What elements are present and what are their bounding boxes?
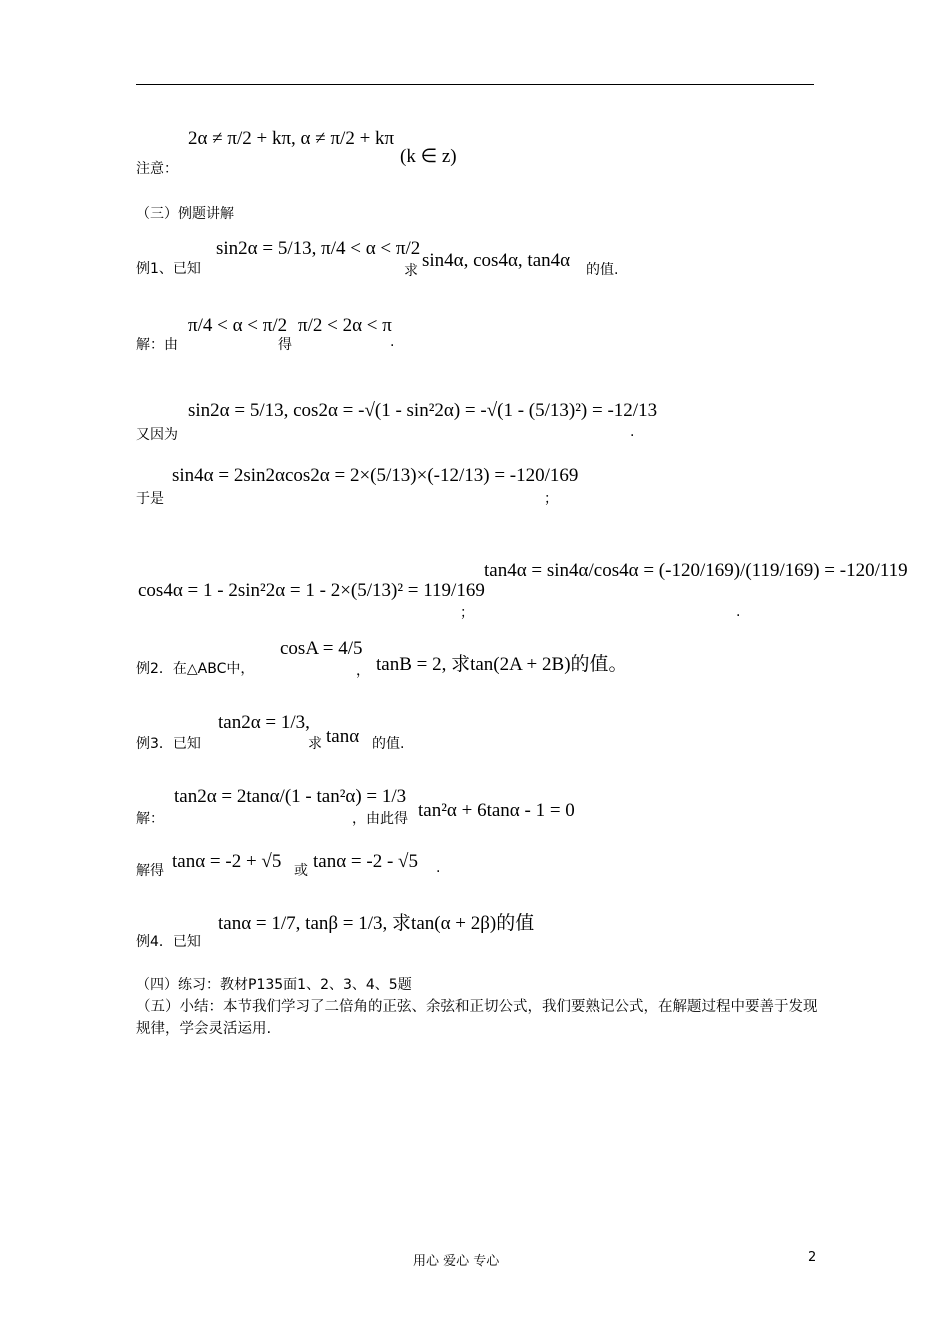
- because-formula: sin2α = 5/13, cos2α = -√(1 - sin²2α) = -√(1 - (5/13)²) = -12/13: [188, 400, 658, 421]
- because-label: 又因为: [136, 427, 178, 443]
- sol1-range2: π/2 < 2α < π: [298, 315, 392, 336]
- ex1-ask: sin4α, cos4α, tan4α: [422, 250, 571, 271]
- sol1-label: 解：由: [136, 337, 178, 353]
- cos4a-formula: cos4α = 1 - 2sin²2α = 1 - 2×(5/13)² = 119/169: [138, 580, 485, 601]
- ex4-formula: tanα = 1/7, tanβ = 1/3, 求tan(α + 2β)的值: [218, 913, 535, 934]
- so-formula: sin4α = 2sin2αcos2α = 2×(5/13)×(-12/13) = -120/169: [172, 465, 579, 486]
- ex2-rest: tanB = 2, 求tan(2A + 2B)的值。: [376, 654, 628, 675]
- ex3-given: tan2α = 1/3,: [218, 712, 310, 733]
- ex4-label: 例4．已知: [136, 934, 201, 950]
- ex2-given: cosA = 4/5: [280, 638, 363, 659]
- sol1-de: 得: [278, 337, 292, 353]
- sol3b-end: .: [436, 860, 441, 876]
- sol3b-label: 解得: [136, 863, 164, 879]
- ex3-label: 例3．已知: [136, 736, 201, 752]
- section5-text: （五）小结：本节我们学习了二倍角的正弦、余弦和正切公式，我们要熟记公式，在解题过程中要善于发现规律，学会灵活运用.: [136, 999, 818, 1037]
- ex3-ask: tanα: [326, 726, 360, 747]
- note-formula: 2α ≠ π/2 + kπ, α ≠ π/2 + kπ: [188, 128, 395, 149]
- note-condition: (k ∈ z): [400, 146, 457, 167]
- because-end: .: [630, 424, 635, 440]
- page-number: 2: [808, 1250, 817, 1265]
- sol3-eq: tan²α + 6tanα - 1 = 0: [418, 800, 575, 821]
- note-label: 注意：: [136, 161, 178, 177]
- ex2-comma: ，: [356, 663, 370, 679]
- tan4a-formula: tan4α = sin4α/cos4α = (-120/169)/(119/169) = -120/119: [484, 560, 908, 581]
- sol3-mid: ，由此得: [352, 811, 408, 827]
- sol1-end: .: [390, 334, 395, 350]
- footer-center: 用心 爱心 专心: [413, 1254, 500, 1269]
- so-end: ；: [544, 491, 558, 507]
- sol3-formula: tan2α = 2tanα/(1 - tan²α) = 1/3: [174, 786, 407, 807]
- ex1-ask-word: 求: [404, 263, 418, 279]
- section4-text: （四）练习：教材P135面1、2、3、4、5题: [136, 977, 412, 993]
- ex1-label: 例1、已知: [136, 261, 201, 277]
- ex1-given: sin2α = 5/13, π/4 < α < π/2: [216, 238, 421, 259]
- header-rule: [136, 84, 814, 85]
- cos-tan-sep: ；: [460, 605, 474, 621]
- sol3b-r2: tanα = -2 - √5: [313, 851, 418, 872]
- section3-title: （三）例题讲解: [136, 206, 234, 222]
- sol3b-r1: tanα = -2 + √5: [172, 851, 282, 872]
- sol3-label: 解：: [136, 811, 164, 827]
- cos-tan-end: .: [736, 604, 741, 620]
- ex3-ask-word: 求: [308, 736, 322, 752]
- sol1-range1: π/4 < α < π/2: [188, 315, 288, 336]
- ex1-ask-tail: 的值.: [586, 262, 619, 278]
- ex3-ask-tail: 的值.: [372, 736, 405, 752]
- sol3b-or: 或: [294, 863, 308, 879]
- so-label: 于是: [136, 491, 164, 507]
- ex2-label: 例2．在△ABC中，: [136, 661, 255, 677]
